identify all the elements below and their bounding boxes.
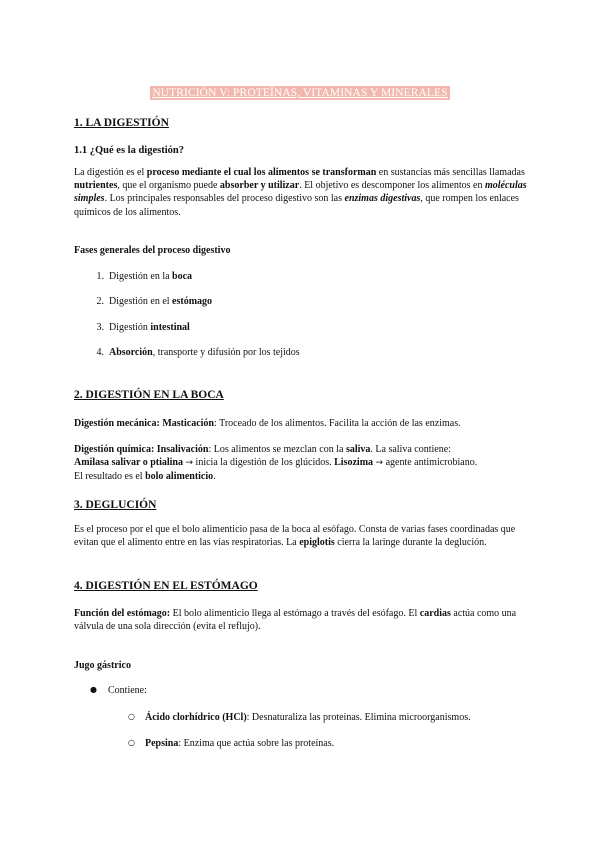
circle-bullet-icon: ○ bbox=[128, 712, 135, 721]
subsection-heading: 1.1 ¿Qué es la digestión? bbox=[74, 145, 184, 156]
section-heading-deglucion: 3. DEGLUCIÓN bbox=[74, 499, 157, 511]
paragraph-deglucion: Es el proceso por el que el bolo alimenticio pasa de la boca al esófago. Consta de varias fases coordinadas que evitan que el alimento entre en las vías respiratorias. La epiglotis cierra la laringe durante la deglución. bbox=[74, 524, 516, 549]
arrow-icon: → bbox=[185, 458, 194, 469]
paragraph-definition: La digestión es el proceso mediante el cual los alimentos se transforman en sustancias más sencillas llamadas nutrientes, que el organismo puede absorber y utilizar. El objetivo es descomponer los alimentos en moléculas simples. Los principales responsables del proceso digestivo son las enzimas digestivas, que rompen los enlaces químicos de los alimentos. bbox=[74, 167, 527, 218]
document-page: NUTRICIÓN V: PROTEÍNAS, VITAMINAS Y MINERALES 1. LA DIGESTIÓN 1.1 ¿Qué es la digestión? La digestión es el proceso mediante el cual los alimentos se transforman en sustancias más sencillas llamadas nutrientes, que el organismo puede absorber y utilizar. El objetivo es descomponer los alimentos en moléculas simples. Los principales responsables del proceso digestivo son las enzimas digestivas, que rompen los enlaces químicos de los alimentos. Fases generales del proceso digestivo 1. Digestión en la boca 2. Digestión en el estómago 3. Digestión intestinal 4. Absorción, transporte y difusión por los tejidos 2. DIGESTIÓN EN LA BOCA Digestión mecánica: Masticación: Troceado de los alimentos. Facilita la acción de las enzimas. Digestión química: Insalivación: Los alimentos se mezclan con la saliva. La saliva contiene: Amilasa salivar o ptialina → inicia la digestión de los glúcidos. Lisozima → agente antimicrobiano. El resultado es el bolo alimenticio. 3. DEGLUCIÓN Es el proceso por el que el bolo alimenticio pasa de la boca al esófago. Consta de varias fases coordinadas que evitan que el alimento entre en las vías respiratorias. La epiglotis cierra la laringe durante la deglución. 4. DIGESTIÓN EN EL ESTÓMAGO Función del estómago: El bolo alimenticio llega al estómago a través del esófago. El cardias actúa como una válvula de una sola dirección (evita el reflujo). Jugo gástrico ● Contiene: ○ Ácido clorhídrico (HCl): Desnaturaliza las proteínas. Elimina microorganismos. ○ Pepsina: Enzima que actúa sobre las proteínas. bbox=[0, 0, 600, 848]
paragraph-mecanica: Digestión mecánica: Masticación: Troceado de los alimentos. Facilita la acción de las enzimas. bbox=[74, 418, 461, 429]
arrow-icon: → bbox=[375, 458, 384, 469]
paragraph-quimica: Digestión química: Insalivación: Los alimentos se mezclan con la saliva. La saliva contiene: Amilasa salivar o ptialina → inicia la digestión de los glúcidos. Lisozima → agente antimicrobiano. El resultado es el bolo alimenticio. bbox=[74, 444, 478, 483]
phases-heading: Fases generales del proceso digestivo bbox=[74, 245, 231, 256]
section-heading-boca: 2. DIGESTIÓN EN LA BOCA bbox=[74, 389, 224, 401]
paragraph-funcion-estomago: Función del estómago: El bolo alimenticio llega al estómago a través del esófago. El cardias actúa como una válvula de una sola dirección (evita el reflujo). bbox=[74, 608, 517, 633]
section-heading-estomago: 4. DIGESTIÓN EN EL ESTÓMAGO bbox=[74, 580, 258, 592]
circle-bullet-icon: ○ bbox=[128, 738, 135, 747]
bullet-icon: ● bbox=[90, 685, 97, 694]
jugo-gastrico-heading: Jugo gástrico bbox=[74, 660, 131, 671]
document-title: NUTRICIÓN V: PROTEÍNAS, VITAMINAS Y MINERALES bbox=[152, 87, 448, 99]
section-heading-digestion: 1. LA DIGESTIÓN bbox=[74, 117, 169, 129]
